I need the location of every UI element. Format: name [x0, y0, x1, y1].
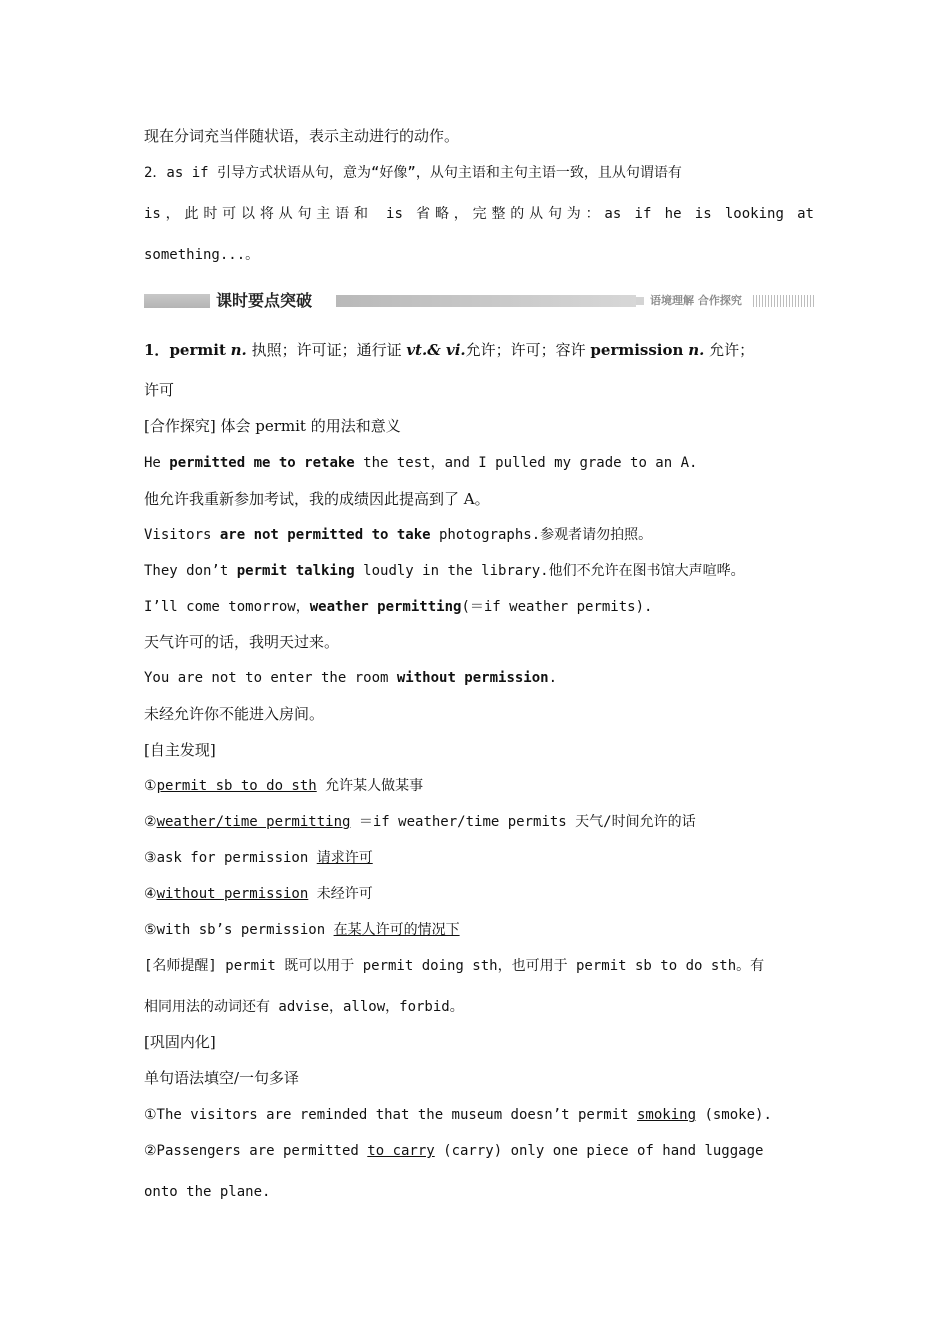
banner-hatch-decoration	[753, 295, 814, 307]
example-5-a: You are not to enter the room	[144, 670, 397, 686]
discover-item-2	[144, 812, 814, 832]
discover-item-2-en: weather/time permitting	[156, 814, 351, 830]
discover-item-2-num: ②	[144, 814, 157, 830]
discover-label: [自主发现]	[144, 741, 216, 759]
example-1-a: He	[144, 455, 170, 471]
discover-item-1-en: permit sb to do sth	[156, 778, 317, 794]
discover-item-1-zh: 允许某人做某事	[316, 778, 424, 794]
practice-question-2-hint: (carry) only one piece of hand luggage	[434, 1143, 764, 1159]
discover-item-5	[144, 920, 814, 940]
discover-item-1-num: ①	[144, 778, 157, 794]
intro-line-3: is，此时可以将从句主语和 is 省略，完整的从句为：as if he is looking at	[144, 206, 814, 222]
explore-label: [合作探究] 体会 permit 的用法和意义	[144, 417, 401, 435]
entry-def-noun: 执照；许可证；通行证	[246, 341, 407, 359]
entry-word-2: permission	[590, 341, 684, 359]
example-3-a: They don’t	[144, 563, 237, 579]
example-1	[144, 453, 814, 473]
practice-question-2-text: ②Passengers are permitted	[144, 1143, 368, 1159]
practice-question-1-answer: smoking	[637, 1107, 697, 1123]
example-2	[144, 525, 814, 545]
entry-heading	[144, 340, 814, 360]
example-4-c: (＝if weather permits).	[461, 599, 653, 615]
entry-def-verb: 允许；许可；容许	[465, 341, 591, 359]
banner-left-bar	[144, 294, 210, 308]
example-3-c: loudly in the library.他们不允许在图书馆大声喧哗。	[354, 563, 745, 579]
example-3	[144, 561, 814, 581]
practice-label: [巩固内化]	[144, 1033, 216, 1051]
entry-number: 1．	[144, 341, 170, 359]
example-4	[144, 597, 814, 617]
entry-heading-cont: 许可	[144, 381, 175, 399]
discover-item-5-num: ⑤	[144, 922, 157, 938]
discover-item-4-num: ④	[144, 886, 157, 902]
example-4-translation: 天气许可的话，我明天过来。	[144, 633, 340, 651]
practice-subtitle: 单句语法填空/一句多译	[144, 1069, 300, 1087]
practice-question-1	[144, 1105, 814, 1125]
example-2-bold: are not permitted to take	[219, 527, 431, 543]
example-4-bold: weather permitting	[309, 599, 462, 615]
example-1-translation: 他允许我重新参加考试，我的成绩因此提高到了 A。	[144, 490, 490, 508]
example-4-a: I’ll come tomorrow，	[144, 599, 310, 615]
practice-question-2-answer: to carry	[367, 1143, 435, 1159]
discover-item-3	[144, 848, 814, 868]
example-2-c: photographs.参观者请勿拍照。	[430, 527, 653, 543]
discover-item-4	[144, 884, 814, 904]
example-3-bold: permit talking	[236, 563, 355, 579]
discover-item-3-num: ③	[144, 850, 157, 866]
banner-middle-bar	[336, 295, 636, 307]
banner-subtitle: 语境理解 合作探究	[644, 292, 746, 310]
discover-item-2-rest: ＝if weather/time permits 天气/时间允许的话	[350, 814, 696, 830]
entry-pos-noun: n.	[230, 341, 247, 359]
discover-item-5-zh: 在某人许可的情况下	[333, 922, 460, 938]
discover-item-4-en: without permission	[156, 886, 309, 902]
example-5-c: .	[548, 670, 558, 686]
entry-pos-verb: vt.& vi.	[406, 341, 466, 359]
example-5-bold: without permission	[396, 670, 549, 686]
tip-line-1: [名师提醒] permit 既可以用于 permit doing sth，也可用于 permit sb to do sth。有	[144, 958, 765, 974]
practice-question-1-text: ①The visitors are reminded that the museum doesn’t permit	[144, 1107, 637, 1123]
entry-word: permit	[169, 341, 226, 359]
intro-line-2: 2．as if 引导方式状语从句，意为“好像”，从句主语和主句主语一致，且从句谓语有	[144, 165, 682, 181]
intro-line-4: something...。	[144, 247, 260, 263]
tip-line-2: 相同用法的动词还有 advise，allow，forbid。	[144, 999, 464, 1015]
entry-pos-noun-2: n.	[688, 341, 705, 359]
discover-item-1	[144, 776, 814, 796]
discover-item-3-en: ask for permission	[156, 850, 317, 866]
discover-item-3-zh: 请求许可	[316, 850, 373, 866]
section-banner	[144, 290, 814, 312]
example-1-c: the test，and I pulled my grade to an A.	[354, 455, 698, 471]
practice-question-2-cont: onto the plane.	[144, 1184, 271, 1200]
entry-def-noun-2: 允许；	[704, 341, 755, 359]
example-5	[144, 668, 814, 688]
example-5-translation: 未经允许你不能进入房间。	[144, 705, 325, 723]
discover-item-4-zh: 未经许可	[308, 886, 373, 902]
banner-title: 课时要点突破	[216, 291, 313, 310]
practice-question-2	[144, 1141, 814, 1161]
example-1-bold: permitted me to retake	[169, 455, 355, 471]
practice-question-1-hint: (smoke).	[696, 1107, 772, 1123]
discover-item-5-en: with sb’s permission	[156, 922, 334, 938]
intro-line-1: 现在分词充当伴随状语，表示主动进行的动作。	[144, 127, 460, 145]
example-2-a: Visitors	[144, 527, 220, 543]
